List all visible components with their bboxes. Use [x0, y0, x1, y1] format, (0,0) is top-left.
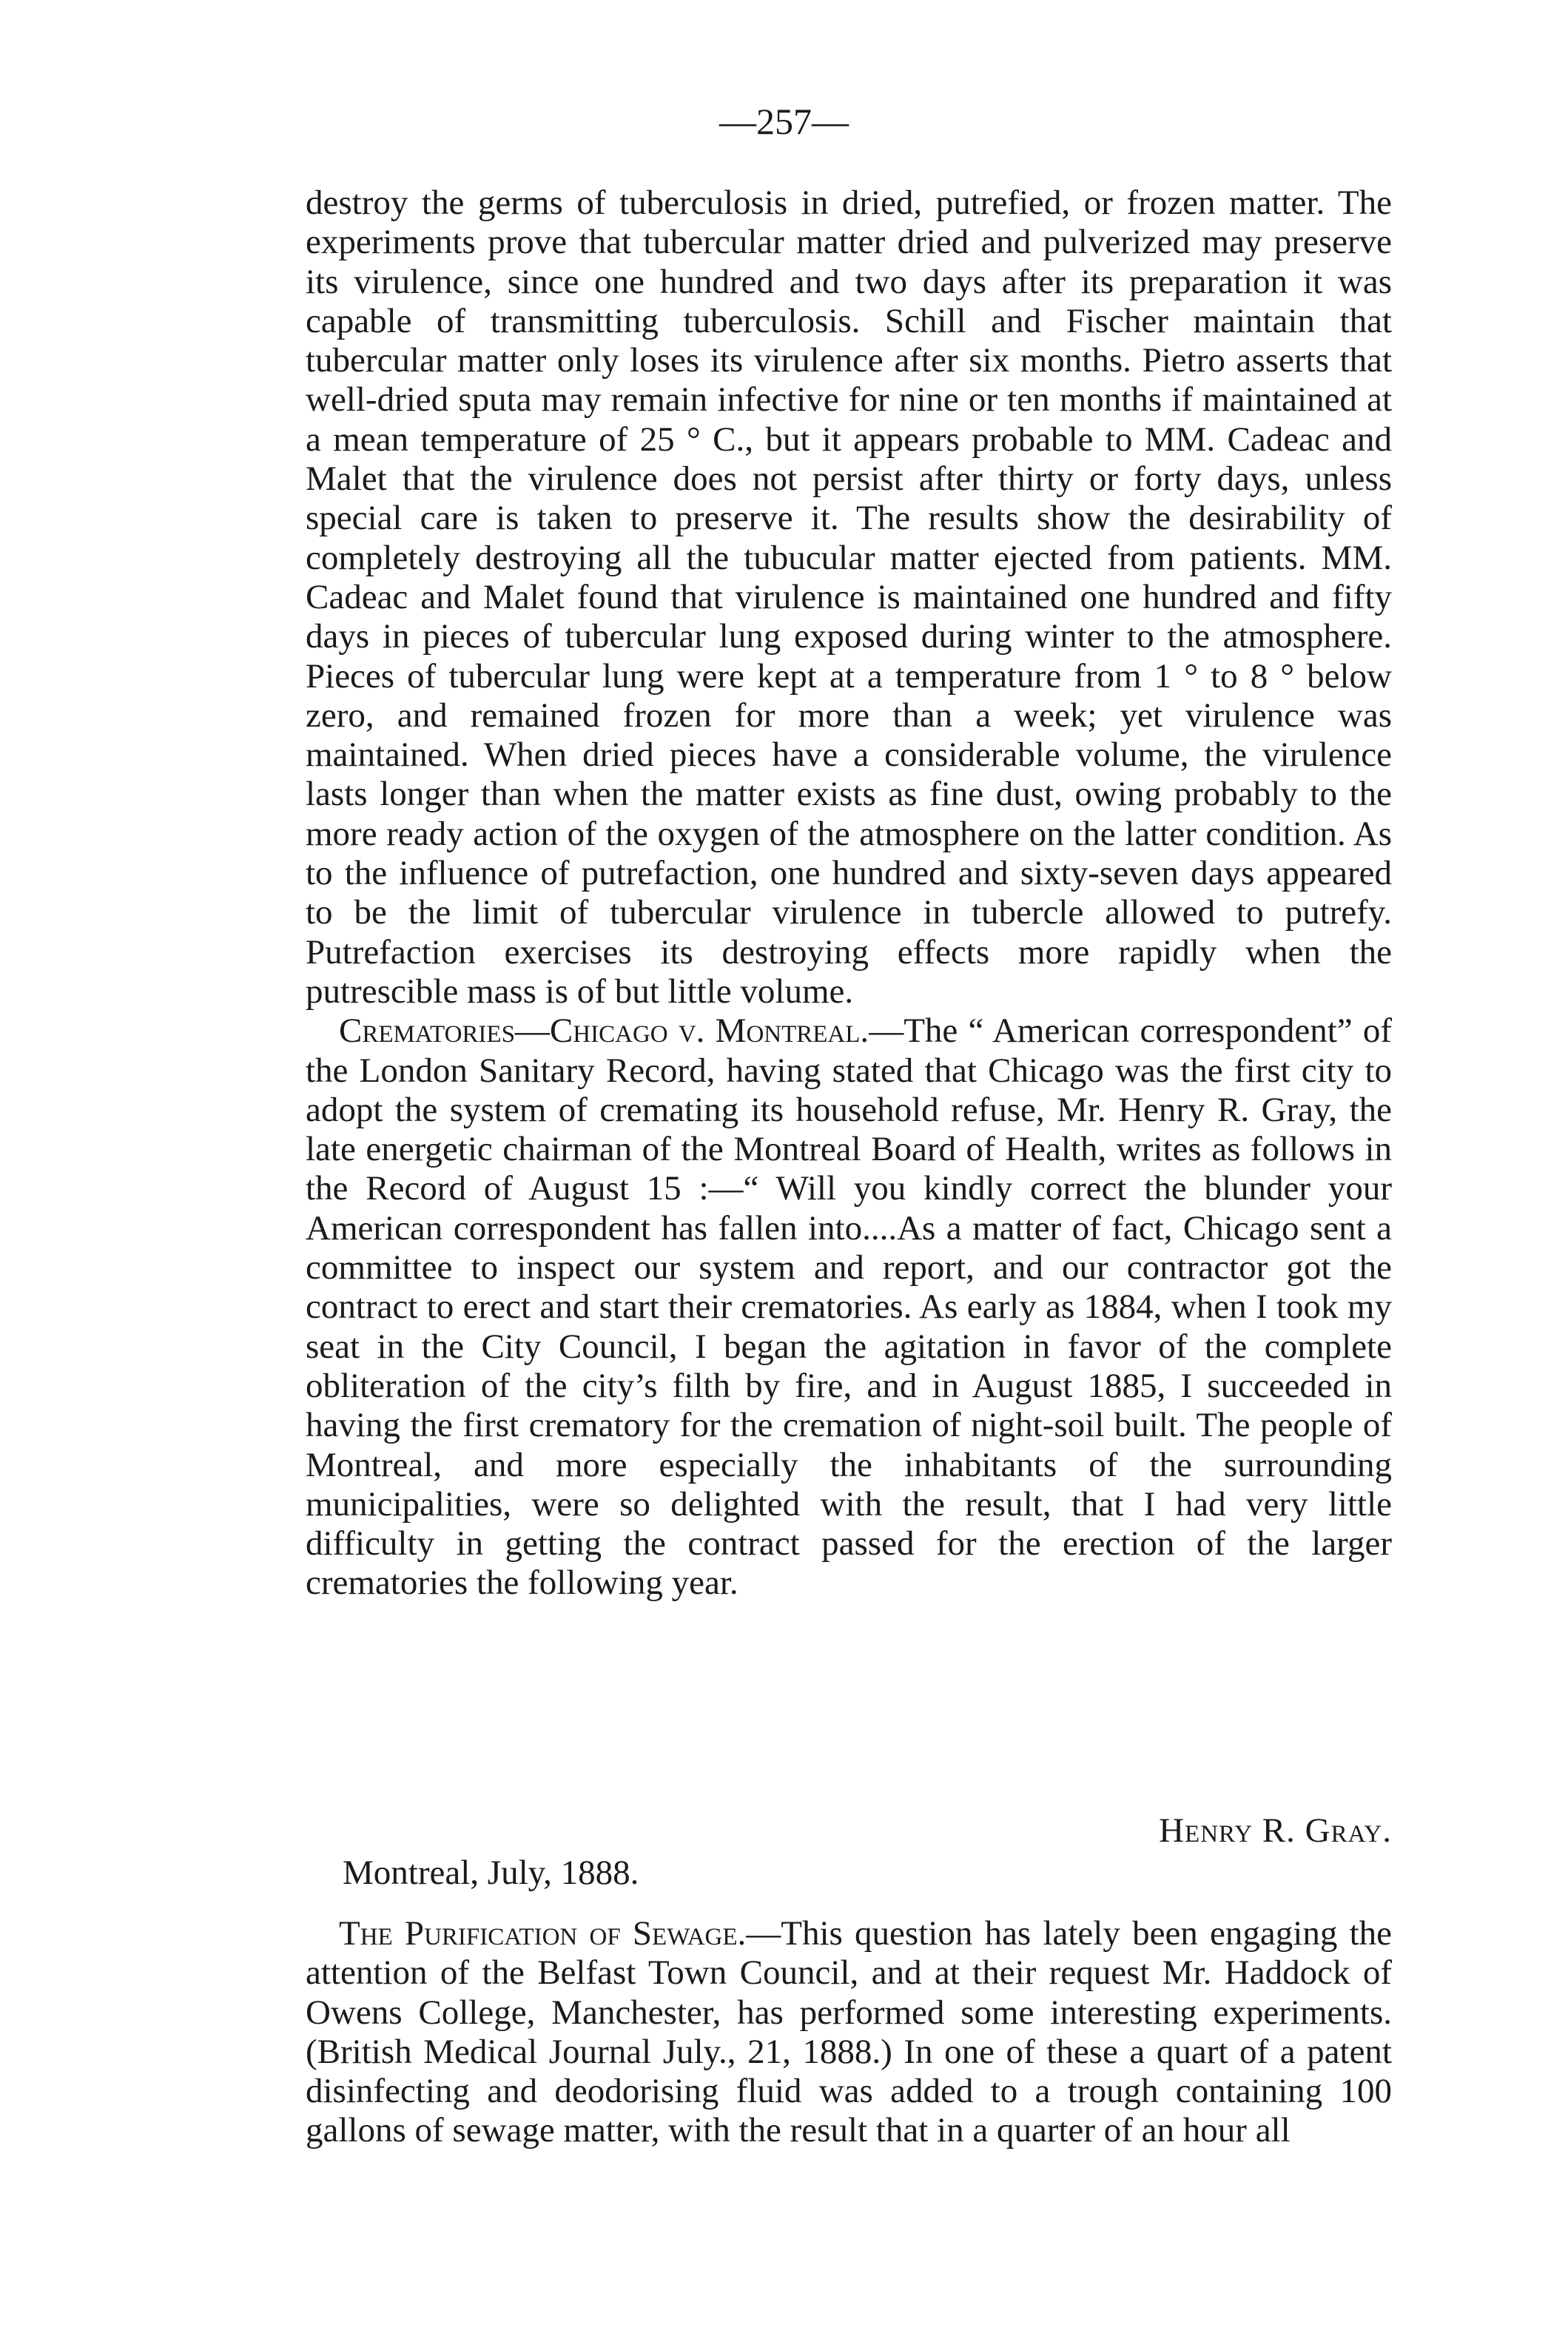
sewage-body: —This question has lately been engaging the attention of the Belfast Town Council, and at their request Mr. Haddock of Owens College, Manchester, has performed some interesting experiments. (British Medical Journal July., 21, 1888.) In one of these a quart of a patent disinfecting and deodorising fluid was added to a trough containing 100 gallons of sewage matter, with the result that in a quarter of an hour all — [306, 1914, 1392, 2150]
sewage-heading: The Purification of Sewage. — [339, 1914, 747, 1953]
paragraph-crematories — [306, 1011, 1392, 1603]
page-number: —257— — [719, 101, 849, 142]
crematories-body: —The “ American correspondent” of the London Sanitary Record, having stated that Chicago was the first city to adopt the system of cremating its household refuse, Mr. Henry R. Gray, the late energetic chairman of the Montreal Board of Health, writes as follows in the Record of August 15 :—“ Will you kindly correct the blunder your American correspondent has fallen into....As a matter of fact, Chicago sent a committee to inspect our system and report, and our contractor got the contract to erect and start their crematories. As early as 1884, when I took my seat in the City Council, I began the agitation in favor of the complete obliteration of the city’s filth by fire, and in August 1885, I succeeded in having the first crematory for the cremation of night-soil built. The people of Montreal, and more especially the inhabitants of the surrounding municipalities, were so delighted with the result, that I had very little difficulty in getting the contract passed for the erection of the larger crematories the following year. — [306, 1011, 1392, 1603]
paragraph-sewage — [306, 1914, 1392, 2151]
paragraph-tuberculosis: destroy the germs of tuberculosis in dried, putrefied, or frozen matter. The experiments prove that tubercular matter dried and pulverized may preserve its virulence, since one hundred and two days after its preparation it was capable of transmitting tuberculosis. Schill and Fischer maintain that tubercular matter only loses its virulence after six months. Pietro asserts that well-dried sputa may remain infective for nine or ten months if maintained at a mean temperature of 25 ° C., but it appears probable to MM. Cadeac and Malet that the virulence does not persist after thirty or forty days, unless special care is taken to preserve it. The results show the desirability of completely destroying all the tubucular matter ejected from patients. MM. Cadeac and Malet found that virulence is maintained one hundred and fifty days in pieces of tubercular lung exposed during winter to the atmosphere. Pieces of tubercular lung were kept at a temperature from 1 ° to 8 ° below zero, and remained frozen for more than a week; yet virulence was maintained. When dried pieces have a considerable volume, the virulence lasts longer than when the matter exists as fine dust, owing probably to the more ready action of the oxygen of the atmosphere on the latter condition. As to the influence of putrefaction, one hundred and sixty-seven days appeared to be the limit of tubercular virulence in tubercle allowed to putrefy. Putrefaction exercises its destroying effects more rapidly when the putrescible mass is of but little volume. — [306, 184, 1392, 1011]
sewage-text-block — [306, 1914, 1392, 2151]
letter-signature: Henry R. Gray. — [1159, 1811, 1392, 1850]
crematories-heading: Crematories—Chicago v. Montreal. — [339, 1011, 869, 1051]
letter-place-date: Montreal, July, 1888. — [343, 1854, 639, 1892]
main-text-block — [306, 184, 1392, 1603]
